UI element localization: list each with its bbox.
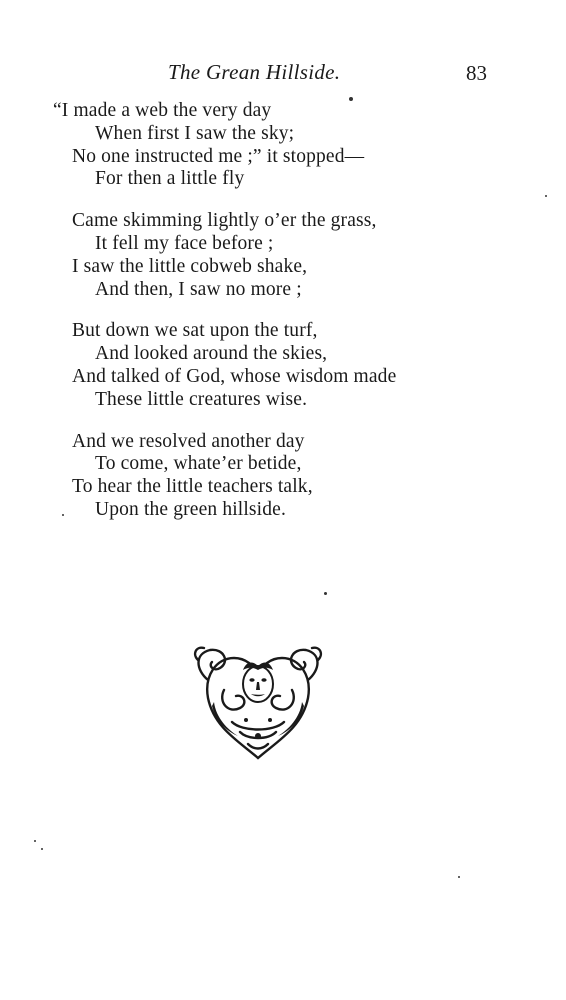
- poem: [0, 100, 566, 541]
- poem-line: And looked around the skies,: [95, 343, 328, 365]
- poem-line: For then a little fly: [95, 168, 245, 190]
- poem-line: And then, I saw no more ;: [95, 278, 302, 300]
- print-speck: [349, 97, 353, 101]
- poem-line: To come, whate’er betide,: [95, 453, 302, 475]
- poem-line: I saw the little cobweb shake,: [72, 255, 308, 277]
- stanza-3: [0, 320, 566, 411]
- poem-line: Came skimming lightly o’er the grass,: [72, 210, 377, 232]
- poem-line: But down we sat upon the turf,: [72, 320, 318, 342]
- poem-line: When first I saw the sky;: [95, 122, 295, 144]
- poem-line: No one instructed me ;” it stopped—: [72, 145, 365, 167]
- poem-line: “I made a web the very day: [53, 100, 272, 121]
- poem-line: It fell my face before ;: [95, 232, 274, 254]
- page-number: 83: [466, 61, 487, 85]
- print-speck: [34, 840, 36, 842]
- poem-line: And talked of God, whose wisdom made: [72, 365, 397, 387]
- print-speck: [545, 195, 547, 197]
- poem-line: Upon the green hillside.: [95, 498, 286, 520]
- print-speck: [41, 848, 43, 850]
- stanza-1: [0, 100, 566, 191]
- tailpiece-ornament-icon: [188, 640, 328, 760]
- poem-line: These little creatures wise.: [95, 388, 308, 410]
- poem-line: To hear the little teachers talk,: [72, 476, 313, 498]
- print-speck: [324, 592, 327, 595]
- poem-line: And we resolved another day: [72, 430, 305, 452]
- running-head: The Grean Hillside.: [168, 60, 341, 84]
- stanza-2: [0, 210, 566, 301]
- stanza-4: [0, 431, 566, 522]
- print-speck: [62, 514, 64, 516]
- print-speck: [458, 876, 460, 878]
